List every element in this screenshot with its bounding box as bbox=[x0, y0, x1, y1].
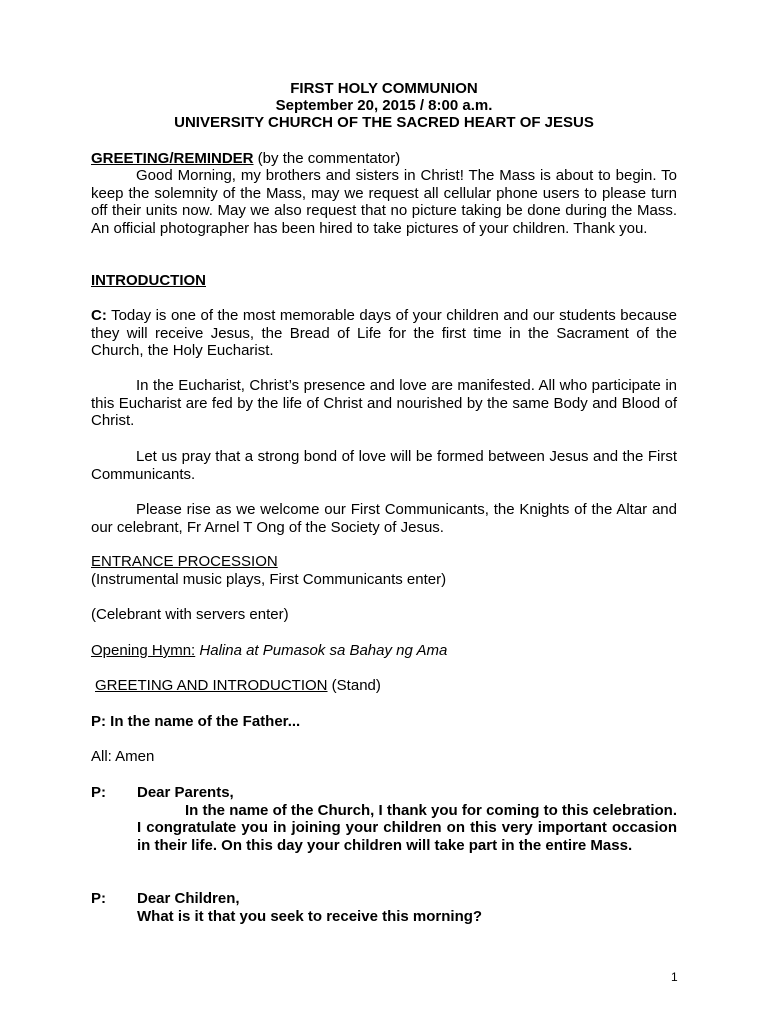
greeting-intro-note: (Stand) bbox=[327, 677, 381, 694]
opening-hymn-line bbox=[91, 642, 677, 660]
parents-address-block bbox=[91, 784, 677, 854]
opening-hymn-label: Opening Hymn: bbox=[91, 642, 196, 659]
introduction-paragraph-3: Let us pray that a strong bond of love will be formed between Jesus and the First Communicants. bbox=[91, 448, 677, 483]
greeting-heading: GREETING/REMINDER bbox=[91, 150, 254, 167]
greeting-heading-line bbox=[91, 150, 677, 168]
introduction-paragraph-2: In the Eucharist, Christ’s presence and love are manifested. All who participate in this Eucharist are fed by the life of Christ and nourished by the same Body and Blood of Christ. bbox=[91, 377, 677, 429]
introduction-paragraph-4: Please rise as we welcome our First Communicants, the Knights of the Altar and our celebrant, Fr Arnel T Ong of the Society of Jesus. bbox=[91, 501, 677, 536]
children-address-block bbox=[91, 890, 677, 925]
greeting-intro-line bbox=[95, 677, 681, 695]
entrance-heading: ENTRANCE PROCESSION bbox=[91, 553, 278, 570]
commentator-label: C: bbox=[91, 307, 107, 324]
entrance-note-2: (Celebrant with servers enter) bbox=[91, 606, 289, 623]
entrance-note-1: (Instrumental music plays, First Communicants enter) bbox=[91, 571, 447, 588]
page-number: 1 bbox=[671, 970, 678, 984]
parents-message: In the name of the Church, I thank you for coming to this celebration. I congratulate you in joining your children on this very important occasion in their life. On this day your children will take part in the entire Mass. bbox=[137, 801, 677, 854]
greeting-intro-heading: GREETING AND INTRODUCTION bbox=[95, 677, 328, 694]
priest-invocation: P: In the name of the Father... bbox=[91, 713, 301, 730]
document-date: September 20, 2015 / 8:00 a.m. bbox=[275, 97, 493, 114]
document-title: FIRST HOLY COMMUNION bbox=[290, 80, 478, 97]
priest-label-2: P: bbox=[91, 890, 106, 907]
introduction-heading: INTRODUCTION bbox=[91, 272, 206, 289]
all-response: All: Amen bbox=[91, 748, 155, 765]
document-venue: UNIVERSITY CHURCH OF THE SACRED HEART OF JESUS bbox=[174, 114, 594, 131]
introduction-text-1: Today is one of the most memorable days of your children and our students because they will receive Jesus, the Bread of Life for the first time in the Sacrament of the Church, the Holy Eucharist. bbox=[91, 307, 677, 359]
children-question: What is it that you seek to receive this morning? bbox=[137, 907, 483, 925]
parents-address: Dear Parents, bbox=[137, 784, 234, 801]
priest-label: P: bbox=[91, 784, 106, 801]
introduction-paragraph-1 bbox=[91, 307, 677, 360]
children-address: Dear Children, bbox=[137, 890, 240, 907]
opening-hymn-title: Halina at Pumasok sa Bahay ng Ama bbox=[199, 642, 448, 659]
greeting-note: (by the commentator) bbox=[253, 150, 401, 167]
greeting-paragraph: Good Morning, my brothers and sisters in Christ! The Mass is about to begin. To keep the solemnity of the Mass, may we request all cellular phone users to please turn off their units now. May we also request that no picture taking be done during the Mass. An official photographer has been hired to take pictures of your children. Thank you. bbox=[91, 167, 677, 237]
